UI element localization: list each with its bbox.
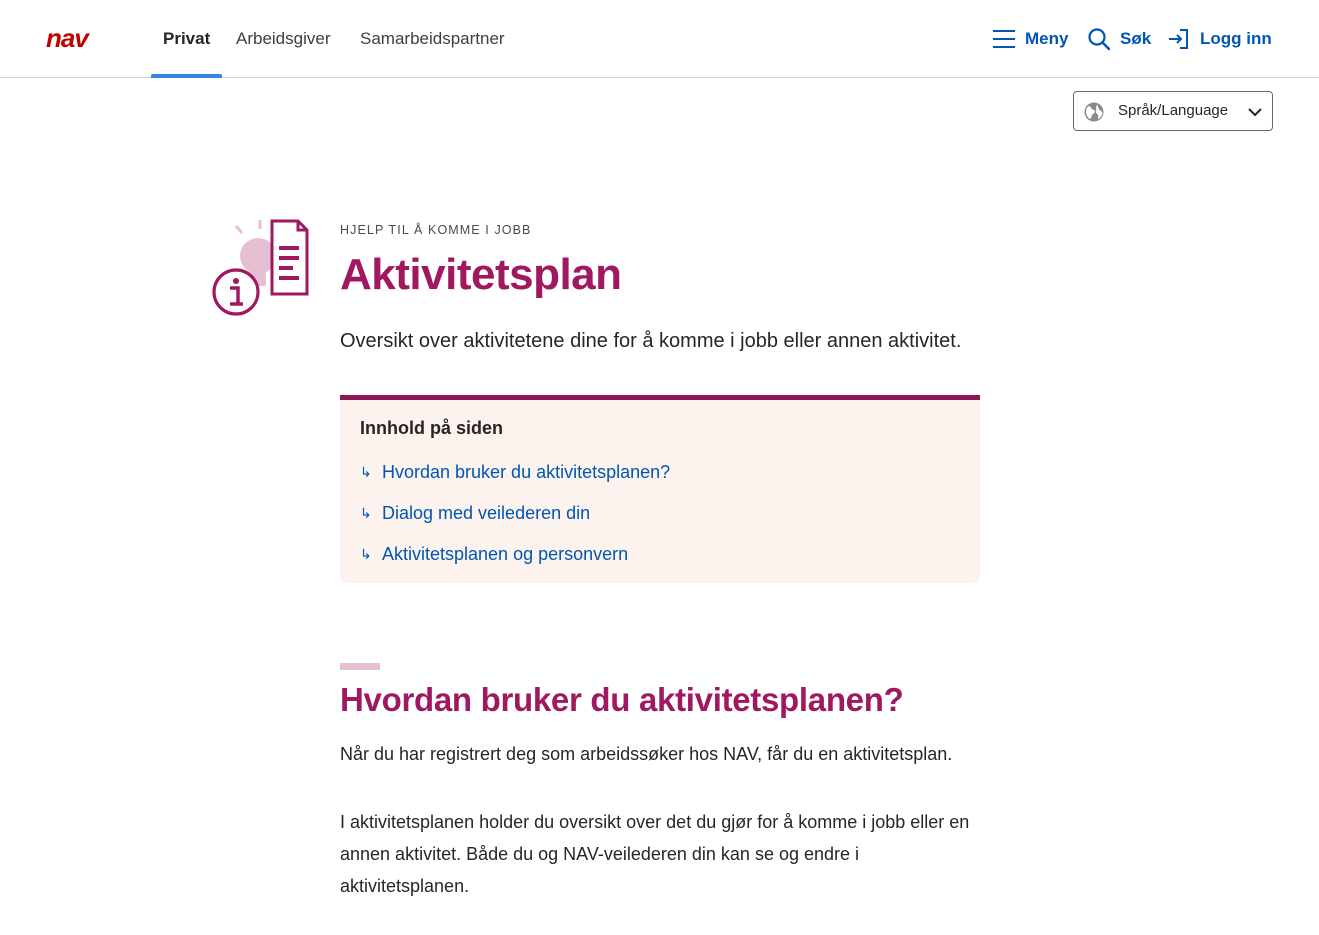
- toc-link-privacy[interactable]: [360, 542, 628, 566]
- arrow-corner-icon: ↳: [360, 504, 372, 521]
- menu-button[interactable]: [992, 24, 1068, 54]
- tab-arbeidsgiver[interactable]: Arbeidsgiver: [236, 29, 331, 48]
- aktivitetsplan-illustration: [210, 218, 310, 318]
- page-category: HJELP TIL Å KOMME I JOBB: [340, 223, 532, 237]
- login-label: Logg inn: [1200, 29, 1272, 48]
- language-select[interactable]: [1073, 91, 1273, 131]
- login-icon: [1167, 27, 1191, 51]
- toc-link-label: Hvordan bruker du aktivitetsplanen?: [382, 461, 671, 482]
- toc-link-dialog[interactable]: [360, 501, 590, 525]
- section-accent-bar: [340, 663, 380, 670]
- hamburger-icon: [992, 28, 1016, 50]
- language-label: Språk/Language: [1118, 102, 1229, 119]
- login-button[interactable]: [1167, 24, 1272, 54]
- section-paragraph: I aktivitetsplanen holder du oversikt over det du gjør for å komme i jobb eller en annen aktivitet. Både du og NAV-veilederen din kan se og endre i aktivitetsplanen.: [340, 812, 970, 896]
- section-paragraph: Når du har registrert deg som arbeidssøker hos NAV, får du en aktivitetsplan.: [340, 744, 953, 764]
- toc-link-how-to-use[interactable]: [360, 460, 670, 484]
- toc-link-label: Dialog med veilederen din: [382, 502, 591, 523]
- site-header: [0, 0, 1319, 78]
- chevron-down-icon: [1247, 105, 1263, 119]
- section-heading: Hvordan bruker du aktivitetsplanen?: [340, 681, 904, 718]
- tab-privat[interactable]: Privat: [163, 0, 210, 78]
- nav-logo[interactable]: [46, 27, 112, 51]
- info-icon: [214, 270, 258, 314]
- arrow-corner-icon: ↳: [360, 463, 372, 480]
- arrow-corner-icon: ↳: [360, 545, 372, 562]
- tab-samarbeidspartner[interactable]: Samarbeidspartner: [360, 29, 505, 48]
- search-button[interactable]: [1087, 24, 1151, 54]
- page-ingress: Oversikt over aktivitetene dine for å komme i jobb eller annen aktivitet.: [340, 330, 962, 352]
- table-of-contents: [340, 395, 980, 583]
- toc-title: Innhold på siden: [360, 418, 503, 438]
- toc-link-label: Aktivitetsplanen og personvern: [382, 543, 629, 564]
- page-title: Aktivitetsplan: [340, 250, 622, 299]
- document-icon: [272, 221, 307, 294]
- menu-label: Meny: [1025, 29, 1069, 48]
- svg-text:nav: nav: [46, 27, 88, 51]
- search-icon: [1087, 27, 1111, 51]
- globe-icon: [1083, 101, 1105, 123]
- search-label: Søk: [1120, 29, 1152, 48]
